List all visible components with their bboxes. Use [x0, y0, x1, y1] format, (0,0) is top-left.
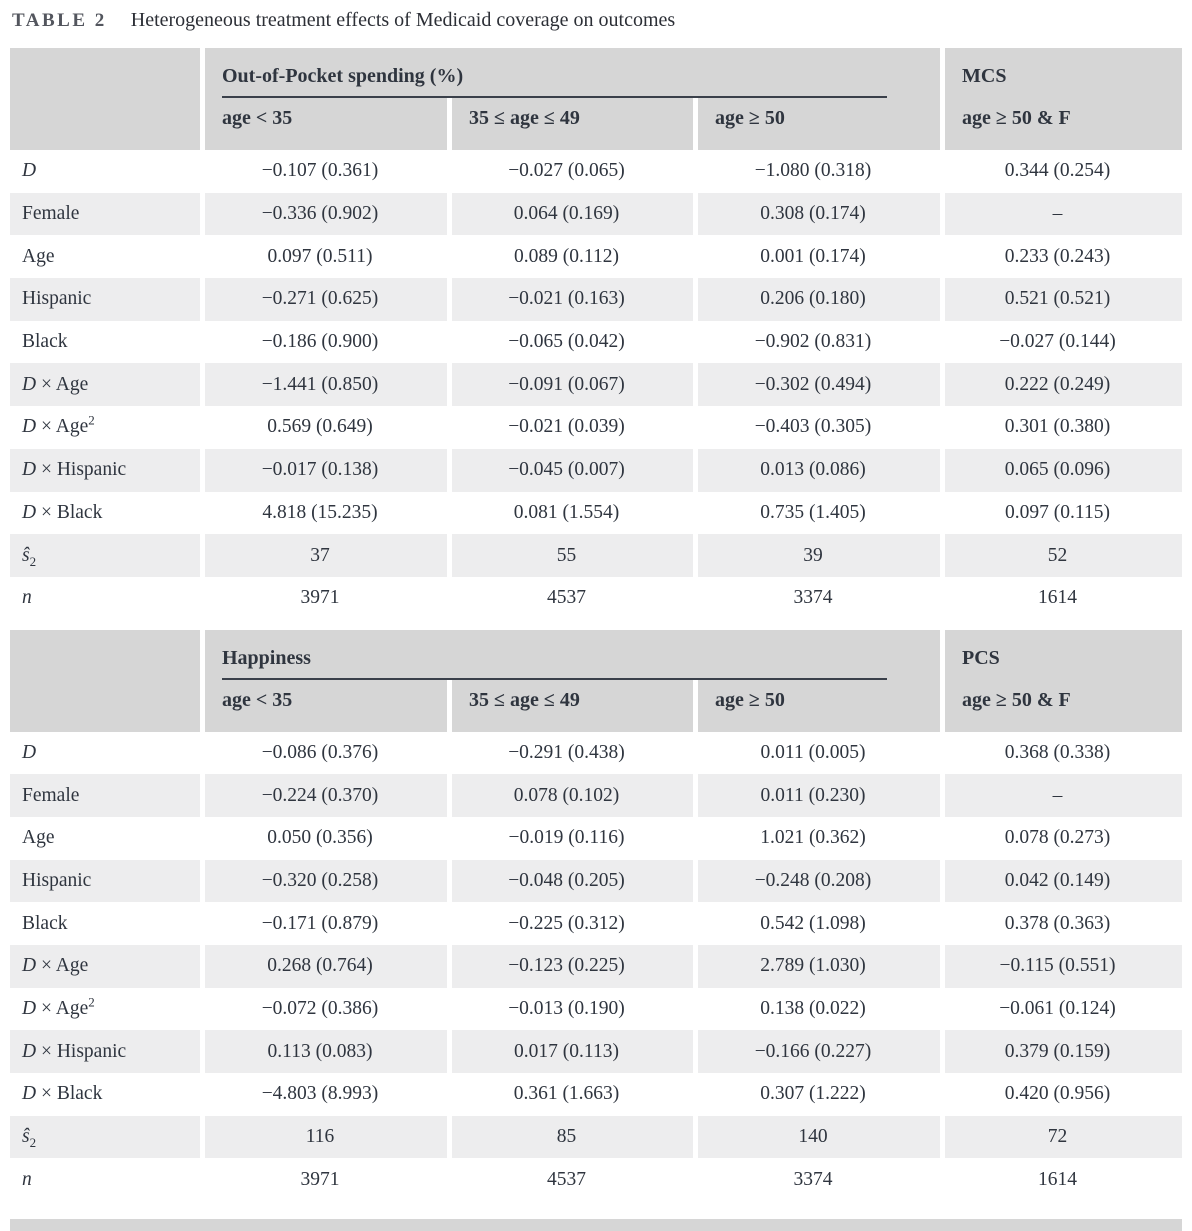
cell-value: 0.420 (0.956) — [1004, 1083, 1111, 1105]
cell-value: −0.021 (0.039) — [508, 416, 625, 438]
cell-value: −0.045 (0.007) — [452, 449, 693, 492]
cell-value: −0.107 (0.361) — [261, 160, 379, 182]
cell-value: 3374 — [793, 1168, 833, 1190]
table-row — [10, 1030, 1182, 1073]
cell-value: 0.042 (0.149) — [945, 860, 1182, 903]
cell-value: – — [945, 193, 1182, 236]
table-row — [10, 774, 1182, 817]
table-row — [10, 449, 1182, 492]
empty-corner-cell — [10, 630, 200, 732]
cell-value: −0.021 (0.163) — [452, 278, 693, 321]
cell-value: 3971 — [300, 587, 340, 609]
cell-value: 1.021 (0.362) — [760, 827, 866, 849]
cell-value: −0.902 (0.831) — [754, 331, 872, 353]
cell-value: −0.225 (0.312) — [508, 912, 625, 934]
cell-value: 52 — [945, 534, 1182, 577]
row-label: D — [22, 741, 37, 763]
cell-value: 0.308 (0.174) — [698, 193, 940, 236]
column-header: 35 ≤ age ≤ 49 — [452, 680, 693, 732]
cell-value: 116 — [205, 1116, 447, 1159]
row-label: D × Age$^2$ — [22, 994, 95, 1020]
row-label: D — [22, 160, 37, 182]
panel-body — [10, 150, 1182, 620]
group-header-row — [10, 630, 1182, 680]
cell-value: 0.307 (1.222) — [760, 1083, 866, 1105]
cell-value: −0.048 (0.205) — [452, 860, 693, 903]
cell-value: 55 — [452, 534, 693, 577]
cell-value: 0.011 (0.005) — [760, 741, 866, 763]
table-row — [10, 1116, 1182, 1159]
cell-value: 4537 — [547, 1168, 586, 1190]
row-label: n — [22, 587, 32, 609]
cell-value: 0.542 (1.098) — [760, 912, 866, 934]
cell-value: −0.123 (0.225) — [452, 945, 693, 988]
cell-value: 140 — [698, 1116, 940, 1159]
cell-value: −0.017 (0.138) — [205, 449, 447, 492]
table-row — [10, 860, 1182, 903]
panel-body — [10, 732, 1182, 1202]
row-label: n — [22, 1168, 32, 1190]
table-row — [10, 492, 1182, 535]
group-header-label: MCS — [962, 65, 1007, 87]
cell-value: −0.171 (0.879) — [261, 912, 379, 934]
table-row — [10, 406, 1182, 449]
cell-value: 0.233 (0.243) — [1004, 245, 1111, 267]
cell-value: 0.113 (0.083) — [205, 1030, 447, 1073]
row-label: Hispanic — [10, 278, 200, 321]
table-row — [10, 732, 1182, 775]
cell-value: −0.091 (0.067) — [452, 363, 693, 406]
cell-value: −0.013 (0.190) — [508, 998, 625, 1020]
cell-value: 0.064 (0.169) — [452, 193, 693, 236]
column-header: 35 ≤ age ≤ 49 — [452, 98, 693, 150]
cell-value: 0.078 (0.102) — [452, 774, 693, 817]
cell-value: −0.086 (0.376) — [261, 741, 379, 763]
cell-value: 72 — [945, 1116, 1182, 1159]
cell-value: −0.403 (0.305) — [754, 416, 872, 438]
cell-value: −0.302 (0.494) — [698, 363, 940, 406]
cell-value: 1614 — [1038, 1168, 1077, 1190]
next-table-edge — [10, 1219, 1182, 1231]
cell-value: 0.735 (1.405) — [760, 501, 866, 523]
cell-value: 4537 — [547, 587, 586, 609]
group-header-outcome — [205, 630, 940, 680]
caption-text: Heterogeneous treatment effects of Medicaid coverage on outcomes — [130, 9, 676, 31]
row-label: D × Age — [10, 945, 200, 988]
table-row — [10, 193, 1182, 236]
row-label: Black — [22, 912, 68, 934]
row-label: D × Hispanic — [10, 449, 200, 492]
cell-value: 0.078 (0.273) — [1004, 827, 1111, 849]
cell-value: 0.089 (0.112) — [514, 245, 619, 267]
cell-value: 39 — [698, 534, 940, 577]
table-row — [10, 235, 1182, 278]
cell-value: −0.186 (0.900) — [261, 331, 379, 353]
cell-value: −0.065 (0.042) — [508, 331, 625, 353]
group-header-label: PCS — [962, 646, 1000, 669]
table-row — [10, 1158, 1182, 1201]
cell-value: −0.291 (0.438) — [508, 741, 625, 763]
table-row — [10, 577, 1182, 620]
cell-value: 0.081 (1.554) — [513, 501, 620, 523]
cell-value: 0.268 (0.764) — [205, 945, 447, 988]
cell-value: 3971 — [300, 1168, 340, 1190]
table-number-label: TABLE 2 — [12, 10, 107, 31]
row-label: Age — [22, 827, 55, 849]
cell-value: 0.097 (0.511) — [267, 245, 373, 267]
cell-value: −0.027 (0.144) — [999, 331, 1116, 353]
column-header: age ≥ 50 & F — [945, 98, 1182, 150]
column-header: age < 35 — [205, 680, 447, 732]
cell-value: −0.248 (0.208) — [698, 860, 940, 903]
cell-value: 0.222 (0.249) — [945, 363, 1182, 406]
panel-table-out-of-pocket — [5, 48, 1187, 620]
panel-header — [10, 630, 1182, 732]
cell-value: 0.301 (0.380) — [1004, 416, 1111, 438]
cell-value: 37 — [205, 534, 447, 577]
cell-value: 0.138 (0.022) — [760, 998, 866, 1020]
table-row — [10, 534, 1182, 577]
panel-table-happiness — [5, 630, 1187, 1202]
table-row — [10, 945, 1182, 988]
column-header: age ≥ 50 — [698, 680, 940, 732]
cell-value: 1614 — [1038, 587, 1077, 609]
row-label: $ŝ_2$ — [10, 534, 200, 577]
cell-value: 0.013 (0.086) — [698, 449, 940, 492]
table-row — [10, 321, 1182, 364]
row-label: Black — [22, 331, 68, 353]
row-label: Female — [10, 193, 200, 236]
table-row — [10, 1073, 1182, 1116]
cell-value: 0.378 (0.363) — [1004, 912, 1111, 934]
cell-value: −0.115 (0.551) — [945, 945, 1182, 988]
cell-value: – — [945, 774, 1182, 817]
cell-value: 0.379 (0.159) — [945, 1030, 1182, 1073]
table-row — [10, 817, 1182, 860]
group-header-label: Happiness — [222, 646, 311, 669]
cell-value: 0.097 (0.115) — [1005, 501, 1110, 523]
cell-value: 0.344 (0.254) — [1004, 160, 1111, 182]
cell-value: 4.818 (15.235) — [262, 501, 378, 523]
row-label: Female — [10, 774, 200, 817]
cell-value: −1.441 (0.850) — [205, 363, 447, 406]
cell-value: −0.224 (0.370) — [205, 774, 447, 817]
cell-value: −0.019 (0.116) — [508, 827, 625, 849]
row-label: D × Hispanic — [10, 1030, 200, 1073]
cell-value: 0.206 (0.180) — [698, 278, 940, 321]
row-label: Hispanic — [10, 860, 200, 903]
cell-value: −0.061 (0.124) — [999, 998, 1116, 1020]
column-header: age < 35 — [205, 98, 447, 150]
group-header-label: Out-of-Pocket spending (%) — [222, 65, 464, 87]
cell-value: 0.001 (0.174) — [760, 245, 866, 267]
cell-value: 85 — [452, 1116, 693, 1159]
row-label: D × Black — [22, 501, 103, 523]
cell-value: −1.080 (0.318) — [754, 160, 872, 182]
cell-value: 0.017 (0.113) — [452, 1030, 693, 1073]
cell-value: 0.361 (1.663) — [513, 1083, 620, 1105]
cell-value: −0.072 (0.386) — [261, 998, 379, 1020]
row-label: Age — [22, 245, 55, 267]
column-header: age ≥ 50 — [698, 98, 940, 150]
table-row — [10, 988, 1182, 1031]
cell-value: 0.368 (0.338) — [1004, 741, 1111, 763]
table-caption — [12, 9, 1182, 40]
row-label: D × Age — [10, 363, 200, 406]
cell-value: 0.011 (0.230) — [698, 774, 940, 817]
cell-value: 0.050 (0.356) — [267, 827, 373, 849]
cell-value: 0.521 (0.521) — [945, 278, 1182, 321]
row-label: D × Black — [22, 1083, 103, 1105]
cell-value: 2.789 (1.030) — [698, 945, 940, 988]
table-row — [10, 278, 1182, 321]
cell-value: 0.065 (0.096) — [945, 449, 1182, 492]
cell-value: −0.320 (0.258) — [205, 860, 447, 903]
cell-value: −0.336 (0.902) — [205, 193, 447, 236]
table-row — [10, 150, 1182, 193]
empty-corner-cell — [10, 48, 200, 150]
table-row — [10, 363, 1182, 406]
cell-value: 3374 — [793, 587, 833, 609]
group-header-row — [10, 48, 1182, 98]
column-header: age ≥ 50 & F — [945, 680, 1182, 732]
cell-value: 0.569 (0.649) — [267, 416, 373, 438]
row-label: $ŝ_2$ — [10, 1116, 200, 1159]
panel-header — [10, 48, 1182, 150]
row-label: D × Age$^2$ — [22, 412, 95, 438]
cell-value: −0.027 (0.065) — [508, 160, 625, 182]
group-header-pcs — [945, 630, 1182, 680]
cell-value: −4.803 (8.993) — [261, 1083, 379, 1105]
cell-value: −0.271 (0.625) — [205, 278, 447, 321]
group-header-outcome — [205, 48, 940, 98]
table-row — [10, 902, 1182, 945]
group-header-mcs — [945, 48, 1182, 98]
cell-value: −0.166 (0.227) — [698, 1030, 940, 1073]
